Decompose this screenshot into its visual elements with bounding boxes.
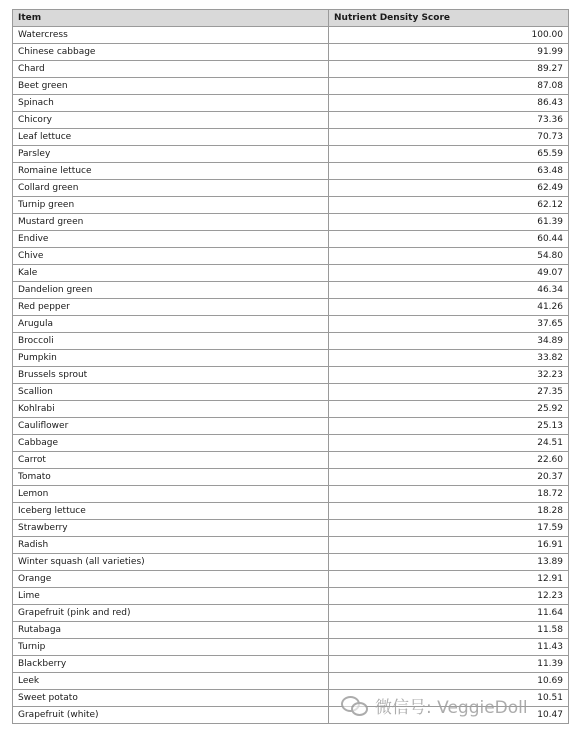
item-cell: Lemon (13, 486, 329, 503)
table-row (13, 112, 569, 129)
item-cell: Mustard green (13, 214, 329, 231)
table-row (13, 418, 569, 435)
item-cell: Grapefruit (pink and red) (13, 605, 329, 622)
table-row (13, 248, 569, 265)
table-row (13, 27, 569, 44)
score-cell: 32.23 (329, 367, 569, 384)
score-cell: 61.39 (329, 214, 569, 231)
item-cell: Romaine lettuce (13, 163, 329, 180)
table-header (13, 10, 569, 27)
table-row (13, 486, 569, 503)
table-row (13, 350, 569, 367)
item-cell: Tomato (13, 469, 329, 486)
score-cell: 11.43 (329, 639, 569, 656)
watermark-text: 微信号: VeggieDoll (375, 697, 528, 718)
table-row (13, 231, 569, 248)
item-cell: Orange (13, 571, 329, 588)
item-cell: Leaf lettuce (13, 129, 329, 146)
item-cell: Lime (13, 588, 329, 605)
score-cell: 27.35 (329, 384, 569, 401)
item-cell: Brussels sprout (13, 367, 329, 384)
score-cell: 10.51 (329, 690, 569, 707)
score-cell: 62.49 (329, 180, 569, 197)
score-cell: 65.59 (329, 146, 569, 163)
header-row (13, 10, 569, 27)
table-row (13, 61, 569, 78)
score-cell: 87.08 (329, 78, 569, 95)
table-row (13, 384, 569, 401)
item-cell: Broccoli (13, 333, 329, 350)
item-cell: Dandelion green (13, 282, 329, 299)
item-cell: Turnip (13, 639, 329, 656)
table-row (13, 537, 569, 554)
item-cell: Chard (13, 61, 329, 78)
score-cell: 63.48 (329, 163, 569, 180)
table-row (13, 78, 569, 95)
score-cell: 24.51 (329, 435, 569, 452)
item-cell: Chinese cabbage (13, 44, 329, 61)
table-row (13, 554, 569, 571)
table-row (13, 656, 569, 673)
score-cell: 18.28 (329, 503, 569, 520)
item-cell: Endive (13, 231, 329, 248)
nutrient-density-sheet (12, 9, 568, 724)
item-cell: Cauliflower (13, 418, 329, 435)
score-cell: 25.13 (329, 418, 569, 435)
item-cell: Kohlrabi (13, 401, 329, 418)
nutrient-density-table (12, 9, 569, 724)
table-row (13, 146, 569, 163)
table-row (13, 622, 569, 639)
item-cell: Beet green (13, 78, 329, 95)
score-cell: 41.26 (329, 299, 569, 316)
item-cell: Collard green (13, 180, 329, 197)
score-cell: 37.65 (329, 316, 569, 333)
score-cell: 46.34 (329, 282, 569, 299)
item-cell: Leek (13, 673, 329, 690)
item-cell: Parsley (13, 146, 329, 163)
score-cell: 25.92 (329, 401, 569, 418)
item-cell: Spinach (13, 95, 329, 112)
score-cell: 10.47 (329, 707, 569, 724)
table-row (13, 316, 569, 333)
item-cell: Strawberry (13, 520, 329, 537)
table-row (13, 265, 569, 282)
score-cell: 89.27 (329, 61, 569, 78)
table-row (13, 333, 569, 350)
item-cell: Carrot (13, 452, 329, 469)
table-row (13, 571, 569, 588)
item-cell: Turnip green (13, 197, 329, 214)
column-header-score: Nutrient Density Score (329, 10, 569, 27)
score-cell: 60.44 (329, 231, 569, 248)
score-cell: 10.69 (329, 673, 569, 690)
score-cell: 54.80 (329, 248, 569, 265)
score-cell: 18.72 (329, 486, 569, 503)
score-cell: 62.12 (329, 197, 569, 214)
score-cell: 70.73 (329, 129, 569, 146)
item-cell: Chive (13, 248, 329, 265)
table-row (13, 282, 569, 299)
score-cell: 73.36 (329, 112, 569, 129)
score-cell: 16.91 (329, 537, 569, 554)
table-row (13, 588, 569, 605)
table-row (13, 214, 569, 231)
item-cell: Rutabaga (13, 622, 329, 639)
table-body (13, 27, 569, 724)
score-cell: 12.91 (329, 571, 569, 588)
table-row (13, 520, 569, 537)
table-row (13, 673, 569, 690)
item-cell: Iceberg lettuce (13, 503, 329, 520)
item-cell: Radish (13, 537, 329, 554)
score-cell: 49.07 (329, 265, 569, 282)
table-row (13, 503, 569, 520)
item-cell: Cabbage (13, 435, 329, 452)
score-cell: 11.64 (329, 605, 569, 622)
table-row (13, 95, 569, 112)
item-cell: Chicory (13, 112, 329, 129)
score-cell: 11.39 (329, 656, 569, 673)
table-row (13, 163, 569, 180)
table-row (13, 452, 569, 469)
item-cell: Pumpkin (13, 350, 329, 367)
item-cell: Blackberry (13, 656, 329, 673)
score-cell: 12.23 (329, 588, 569, 605)
score-cell: 86.43 (329, 95, 569, 112)
table-row (13, 605, 569, 622)
table-row (13, 299, 569, 316)
item-cell: Arugula (13, 316, 329, 333)
item-cell: Red pepper (13, 299, 329, 316)
table-row (13, 44, 569, 61)
table-row (13, 197, 569, 214)
score-cell: 20.37 (329, 469, 569, 486)
item-cell: Winter squash (all varieties) (13, 554, 329, 571)
score-cell: 22.60 (329, 452, 569, 469)
table-row (13, 367, 569, 384)
score-cell: 11.58 (329, 622, 569, 639)
table-row (13, 707, 569, 724)
item-cell: Sweet potato (13, 690, 329, 707)
table-row (13, 180, 569, 197)
score-cell: 33.82 (329, 350, 569, 367)
score-cell: 91.99 (329, 44, 569, 61)
column-header-item: Item (13, 10, 329, 27)
score-cell: 17.59 (329, 520, 569, 537)
table-row (13, 401, 569, 418)
table-row (13, 435, 569, 452)
score-cell: 34.89 (329, 333, 569, 350)
score-cell: 13.89 (329, 554, 569, 571)
item-cell: Scallion (13, 384, 329, 401)
item-cell: Kale (13, 265, 329, 282)
score-cell: 100.00 (329, 27, 569, 44)
table-row (13, 129, 569, 146)
table-row (13, 469, 569, 486)
item-cell: Watercress (13, 27, 329, 44)
table-row (13, 690, 569, 707)
item-cell: Grapefruit (white) (13, 707, 329, 724)
table-row (13, 639, 569, 656)
